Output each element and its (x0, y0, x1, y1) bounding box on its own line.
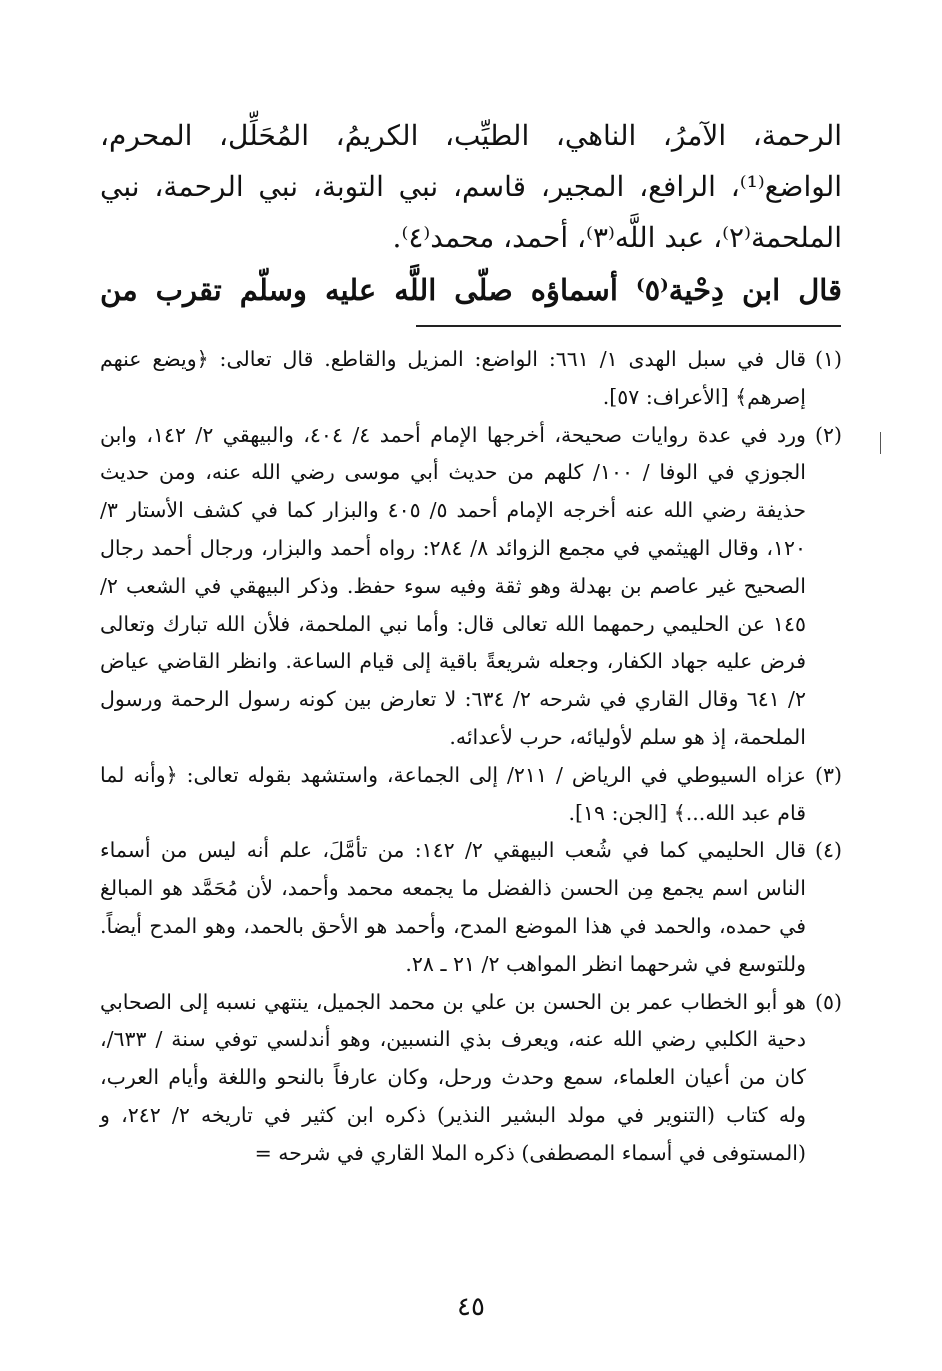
footnote-number: (١) (814, 347, 842, 371)
main-paragraph: الرحمة، الآمرُ، الناهي، الطيِّب، الكريمُ، المُحَلِّل، المحرم، الواضع⁽¹⁾، الرافع، المجير، قاسم، نبي التوبة، نبي الرحمة، نبي الملحمة⁽٢⁾، عبد اللَّه⁽٣⁾، أحمد، محمد⁽٤⁾. (100, 119, 842, 254)
footnote-number: (٢) (814, 422, 842, 447)
footnote-number: (٥) (814, 989, 842, 1014)
footnotes (100, 341, 842, 1173)
footnote-text: قال في سبل الهدى ١/ ٦٦١: الواضع: المزيل والقاطع. قال تعالى: ﴿ويضع عنهم إصرهم﴾ [الأعراف: ٥٧]. (100, 347, 806, 409)
footnote-2 (100, 417, 842, 757)
footnote-text: عزاه السيوطي في الرياض / ٢١١/ إلى الجماعة، واستشهد بقوله تعالى: ﴿وأنه لما قام عبد الله...﴾ [الجن: ١٩]. (100, 762, 806, 825)
margin-mark (880, 432, 881, 454)
main-next-line: قال ابن دِحْية⁽٥⁾ أسماؤه صلّى اللَّه عليه وسلّم تقرب من (100, 273, 842, 307)
footnote-number: (٣) (814, 762, 842, 787)
main-text (100, 110, 842, 263)
footnote-text: هو أبو الخطاب عمر بن الحسن بن علي بن محمد الجميل، ينتهي نسبه إلى الصحابي دحية الكلبي رضي الله عنه، ويعرف بذي النسبين، وهو أندلسي توفي سنة / ٦٣٣/، كان من أعيان العلماء، سمع وحدث ورحل، وكان عارفاً بالنحو واللغة وأيام العرب، وله كتاب (التنوير في مولد البشير النذير) ذكره ابن كثير في تاريخه ٢/ ٢٤٢، و (المستوفى في أسماء المصطفى) ذكره الملا القاري في شرحه = (100, 989, 806, 1165)
footnote-separator (416, 325, 841, 327)
footnote-text: قال الحليمي كما في شُعب البيهقي ٢/ ١٤٢: من تأمَّلَ، علم أنه ليس من أسماء الناس اسم يجمع مِن الحسن ذالفضل ما يجمعه محمد وأحمد، لأن مُحَمَّد هو المبالغ في حمده، والحمد في هذا الموضع المدح، وأحمد هو الأحق بالحمد، وهو المدح أيضاً. وللتوسع في شرحهما انظر المواهب ٢/ ٢١ ـ ٢٨. (100, 838, 806, 976)
footnote-text: ورد في عدة روايات صحيحة، أخرجها الإمام أحمد ٤/ ٤٠٤، والبيهقي ٢/ ١٤٢، وابن الجوزي في الوفا / ١٠٠/ كلهم من حديث أبي موسى رضي الله عنه، ومن حديث حذيفة رضي الله عنه أخرجه الإمام أحمد ٥/ ٤٠٥ والبزار كما في كشف الأستار ٣/ ١٢٠، وقال الهيثمي في مجمع الزوائد ٨/ ٢٨٤: رواه أحمد والبزار، ورجال أحمد رجال الصحيح غير عاصم بن بهدلة وهو ثقة وفيه سوء حفظ. وذكر البيهقي في الشعب ٢/ ١٤٥ عن الحليمي رحمهما الله تعالى قال: وأما نبي الملحمة، فلأن الله تبارك وتعالى فرض عليه جهاد الكفار، وجعله شريعةً باقية إلى قيام الساعة. وانظر القاضي عياض ٢/ ٦٤١ وقال القاري في شرحه ٢/ ٦٣٤: لا تعارض بين كونه رسول الرحمة ورسول الملحمة، إذ هو سلم لأوليائه، حرب لأعدائه. (100, 422, 806, 749)
footnote-5 (100, 984, 842, 1173)
page-number: ٤٥ (457, 1292, 485, 1322)
footnote-3 (100, 757, 842, 833)
footnote-4 (100, 832, 842, 983)
footnote-1 (100, 341, 842, 417)
footnote-number: (٤) (814, 838, 842, 863)
